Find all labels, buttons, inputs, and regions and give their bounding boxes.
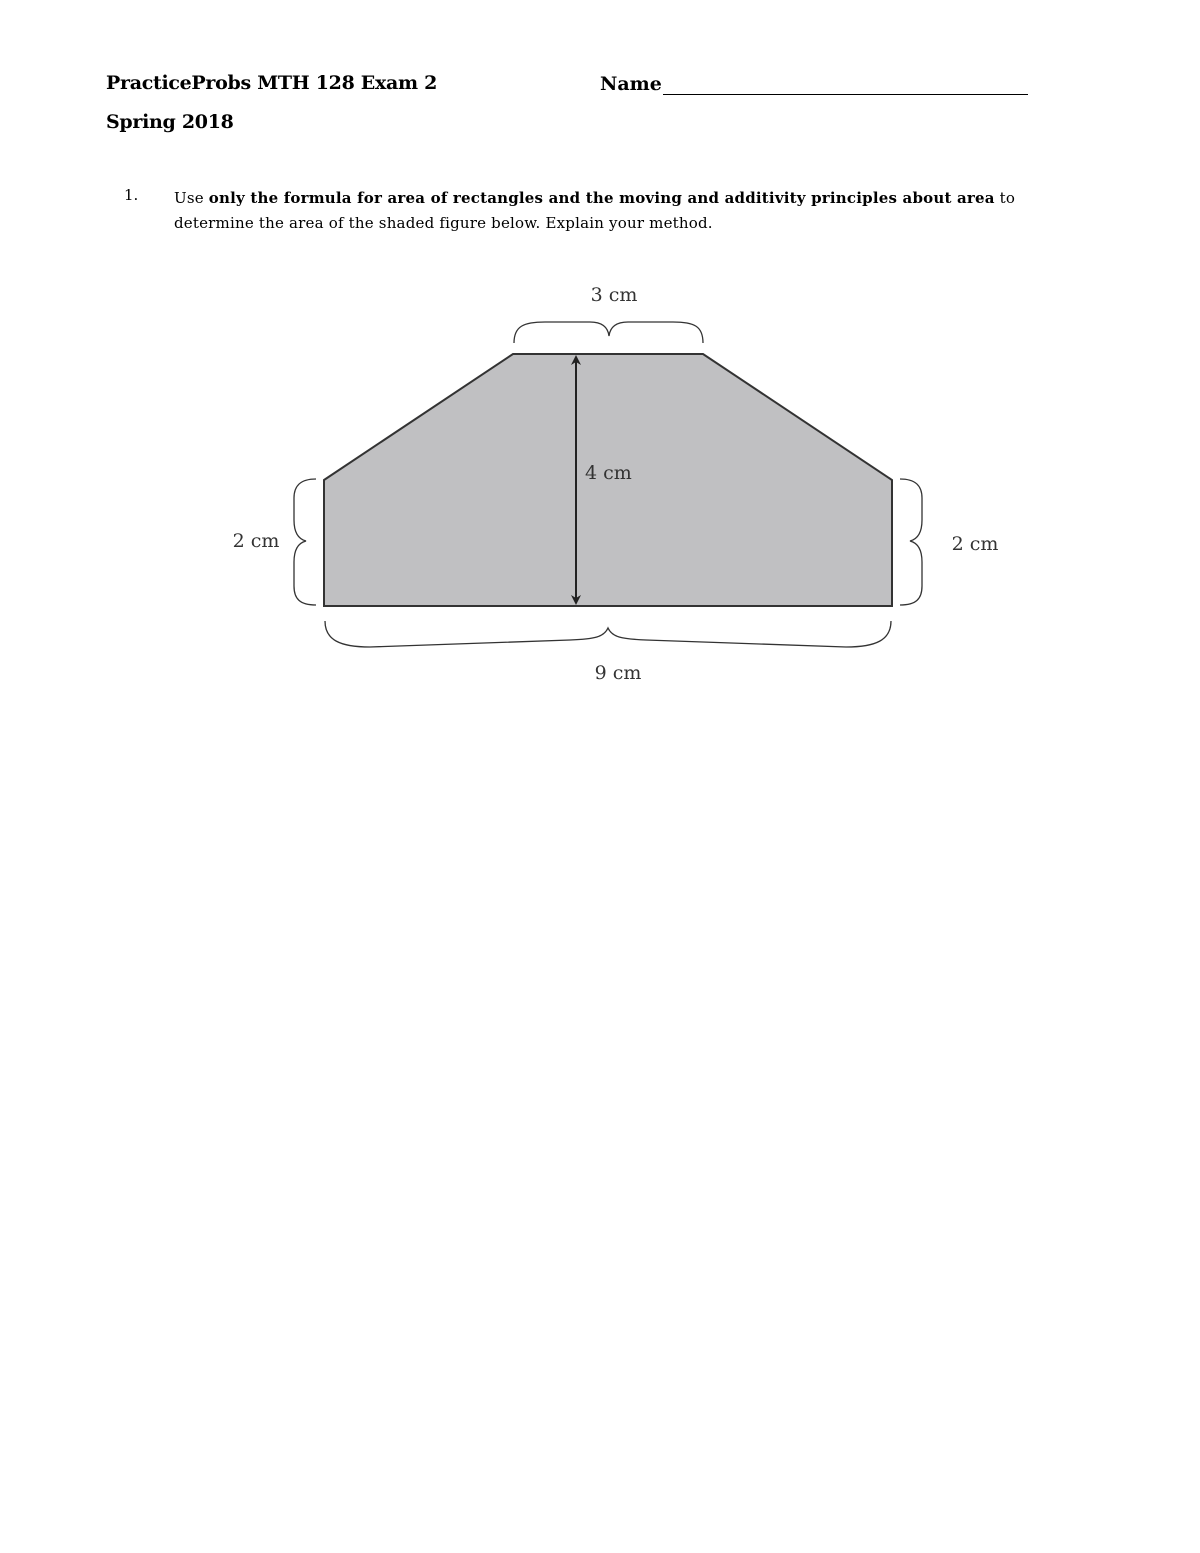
exam-term: Spring 2018 <box>106 111 234 133</box>
problem-text-end: to determine the area of the shaded figure below. Explain your method. <box>174 189 1016 232</box>
right-side-label: 2 cm <box>951 533 999 555</box>
bottom-width-label: 9 cm <box>594 662 642 684</box>
top-brace <box>514 322 703 343</box>
problem-number: 1. <box>124 186 139 204</box>
exam-title: PracticeProbs MTH 128 Exam 2 <box>106 72 438 94</box>
bottom-brace <box>325 621 891 647</box>
left-side-label: 2 cm <box>232 530 280 552</box>
problem-text-emphasis: only the formula for area of rectangles and the moving and additivity principles about area <box>208 189 995 207</box>
problem-text-start: Use <box>174 189 209 207</box>
right-brace <box>900 479 922 605</box>
shaded-figure-diagram <box>0 0 1200 720</box>
name-label: Name <box>600 73 662 95</box>
top-width-label: 3 cm <box>590 284 638 306</box>
left-brace <box>294 479 316 605</box>
height-label: 4 cm <box>585 462 632 484</box>
